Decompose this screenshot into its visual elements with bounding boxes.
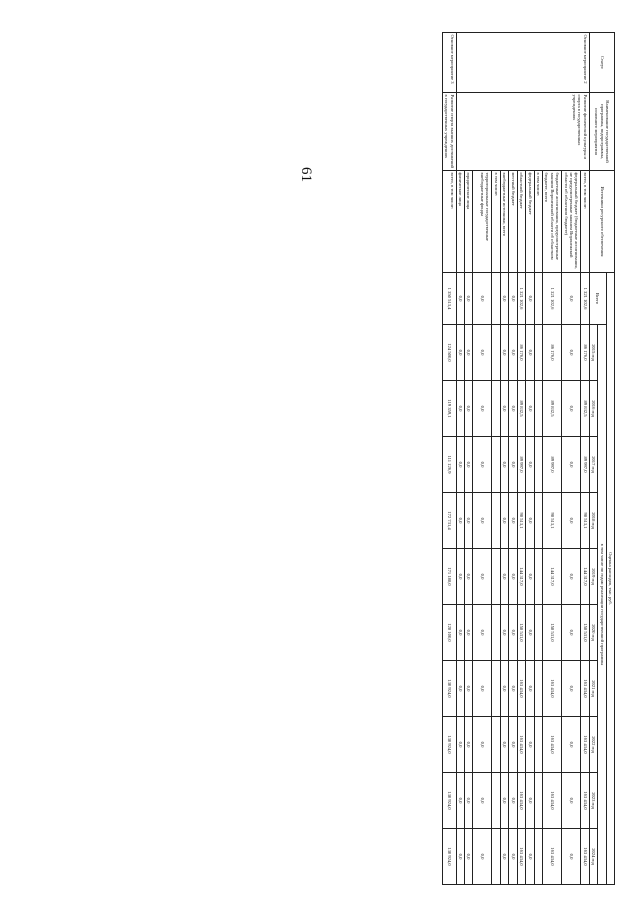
year-value-cell: 89 997,0 [542, 437, 561, 493]
year-value-cell: 0,0 [465, 381, 473, 437]
year-value-cell: 0,0 [526, 381, 534, 437]
year-value-cell [534, 605, 542, 661]
year-value-cell: 98 513,1 [542, 493, 561, 549]
header-sources: Источники ресурсного обеспечения [589, 171, 614, 273]
table-body [442, 33, 589, 885]
year-value-cell: 0,0 [509, 661, 517, 717]
source-cell: внебюджетные источники, всего [500, 171, 508, 273]
total-cell [534, 273, 542, 325]
year-value-cell [492, 605, 500, 661]
year-value-cell: 158 531,0 [542, 605, 561, 661]
header-year: 2023 год [589, 773, 597, 829]
year-value-cell: 0,0 [465, 605, 473, 661]
header-year: 2020 год [589, 605, 597, 661]
year-value-cell: 0,0 [526, 661, 534, 717]
year-value-cell: 0,0 [509, 605, 517, 661]
year-value-cell: 0,0 [500, 605, 508, 661]
header-year: 2018 год [589, 493, 597, 549]
year-value-cell: 124 500,0 [442, 325, 456, 381]
year-value-cell: 0,0 [500, 437, 508, 493]
year-value-cell: 0,0 [456, 493, 464, 549]
year-value-cell [492, 437, 500, 493]
year-value-cell: 0,0 [562, 493, 581, 549]
year-value-cell: 0,0 [509, 325, 517, 381]
year-value-cell: 130 924,0 [442, 661, 456, 717]
year-value-cell: 163 434,0 [581, 773, 589, 829]
year-value-cell [534, 381, 542, 437]
year-value-cell: 163 434,0 [581, 661, 589, 717]
year-value-cell: 0,0 [526, 549, 534, 605]
year-value-cell: 0,0 [473, 549, 492, 605]
year-value-cell: 0,0 [526, 437, 534, 493]
table-row [442, 33, 456, 885]
year-value-cell: 0,0 [465, 661, 473, 717]
source-cell: в том числе: [492, 171, 500, 273]
year-value-cell: 130 924,0 [442, 773, 456, 829]
source-cell: всего, в том числе: [442, 171, 456, 273]
year-value-cell [492, 661, 500, 717]
total-cell [492, 273, 500, 325]
header-name: Наименование государственной программы, подпрограммы, основного мероприятия [589, 93, 614, 171]
year-value-cell: 0,0 [473, 773, 492, 829]
total-cell: 1 321 102,6 [581, 273, 589, 325]
year-value-cell: 0,0 [509, 549, 517, 605]
year-value-cell: 163 434,0 [542, 661, 561, 717]
header-by-year: в том числе по годам реализации государственной программы [598, 325, 606, 885]
year-value-cell: 89 832,5 [542, 381, 561, 437]
header-estimate: Оценка расходов, тыс. руб. [606, 273, 614, 885]
year-value-cell: 0,0 [456, 325, 464, 381]
year-value-cell: 0,0 [526, 605, 534, 661]
total-cell: 0,0 [465, 273, 473, 325]
year-value-cell: 163 434,0 [581, 829, 589, 885]
year-value-cell: 0,0 [526, 717, 534, 773]
year-value-cell: 171 188,0 [442, 549, 456, 605]
year-value-cell: 144 317,0 [542, 549, 561, 605]
year-value-cell: 163 434,0 [542, 773, 561, 829]
total-cell: 0,0 [473, 273, 492, 325]
year-value-cell: 128 100,0 [442, 605, 456, 661]
year-value-cell [534, 773, 542, 829]
year-value-cell: 0,0 [509, 493, 517, 549]
measure-name-cell: Развитие физической культуры и спорта в государственных учреждениях [456, 93, 589, 171]
year-value-cell: 0,0 [500, 717, 508, 773]
year-value-cell: 0,0 [456, 437, 464, 493]
year-value-cell: 0,0 [562, 717, 581, 773]
year-value-cell: 98 513,1 [581, 493, 589, 549]
source-cell: федеральный бюджет (бюджетные ассигнования, не предусмотренные законом Воронежской области об областном бюджете) [562, 171, 581, 273]
year-value-cell: 144 317,0 [581, 549, 589, 605]
year-value-cell: 163 434,0 [517, 829, 525, 885]
year-value-cell: 0,0 [500, 773, 508, 829]
total-cell: 0,0 [526, 273, 534, 325]
source-cell: в том числе: [534, 171, 542, 273]
year-value-cell: 0,0 [562, 661, 581, 717]
header-year: 2022 год [589, 717, 597, 773]
year-value-cell: 0,0 [456, 605, 464, 661]
year-value-cell: 86 176,0 [581, 325, 589, 381]
year-value-cell: 0,0 [456, 549, 464, 605]
year-value-cell: 0,0 [465, 773, 473, 829]
total-cell: 0,0 [456, 273, 464, 325]
year-value-cell: 0,0 [562, 325, 581, 381]
year-value-cell: 0,0 [500, 325, 508, 381]
year-value-cell: 0,0 [456, 829, 464, 885]
total-cell: 1 321 102,6 [542, 273, 561, 325]
year-value-cell: 0,0 [473, 717, 492, 773]
total-cell: 0,0 [500, 273, 508, 325]
year-value-cell: 0,0 [500, 829, 508, 885]
year-value-cell [492, 325, 500, 381]
year-value-cell [492, 381, 500, 437]
year-value-cell: 89 832,5 [581, 381, 589, 437]
header-year: 2015 год [589, 325, 597, 381]
year-value-cell [492, 549, 500, 605]
source-cell: территориальные государственные внебюджетные фонды [473, 171, 492, 273]
year-value-cell: 163 434,0 [517, 717, 525, 773]
year-value-cell [534, 493, 542, 549]
year-value-cell: 0,0 [456, 773, 464, 829]
header-year: 2024 год [589, 829, 597, 885]
year-value-cell: 0,0 [473, 325, 492, 381]
year-value-cell: 163 434,0 [542, 829, 561, 885]
year-value-cell: 0,0 [562, 829, 581, 885]
year-value-cell: 0,0 [562, 381, 581, 437]
year-value-cell: 0,0 [509, 437, 517, 493]
status-cell: Основное мероприятие 2 [456, 33, 589, 93]
year-value-cell: 130 924,0 [442, 717, 456, 773]
year-value-cell [534, 325, 542, 381]
table-header [589, 33, 614, 885]
year-value-cell [534, 717, 542, 773]
year-value-cell: 0,0 [456, 717, 464, 773]
year-value-cell: 0,0 [500, 493, 508, 549]
year-value-cell: 89 832,5 [517, 381, 525, 437]
year-value-cell [534, 549, 542, 605]
header-year: 2019 год [589, 549, 597, 605]
year-value-cell: 111 126,9 [442, 437, 456, 493]
source-cell: бюджетные ассигнования, предусмотренные законом Воронежской области об областном бюджете, всего [542, 171, 561, 273]
table-row [581, 33, 589, 885]
year-value-cell: 0,0 [465, 717, 473, 773]
year-value-cell: 0,0 [473, 605, 492, 661]
year-value-cell: 0,0 [456, 381, 464, 437]
measure-name-cell: Развитие спорта высших достижений в государственных учреждениях [442, 93, 456, 171]
source-cell: юридические лица [465, 171, 473, 273]
total-cell: 0,0 [562, 273, 581, 325]
year-value-cell [492, 773, 500, 829]
page-number: 61 [298, 167, 314, 182]
status-cell: Основное мероприятие 3 [442, 33, 456, 93]
year-value-cell: 163 434,0 [581, 717, 589, 773]
year-value-cell: 0,0 [526, 325, 534, 381]
year-value-cell: 0,0 [526, 773, 534, 829]
header-year: 2016 год [589, 381, 597, 437]
total-cell: 0,0 [509, 273, 517, 325]
year-value-cell: 0,0 [509, 717, 517, 773]
source-cell: физические лица [456, 171, 464, 273]
year-value-cell: 0,0 [473, 829, 492, 885]
year-value-cell [492, 717, 500, 773]
year-value-cell: 144 317,0 [517, 549, 525, 605]
source-cell: областной бюджет [517, 171, 525, 273]
year-value-cell [534, 661, 542, 717]
year-value-cell: 0,0 [562, 549, 581, 605]
year-value-cell: 0,0 [500, 381, 508, 437]
year-value-cell: 172 731,4 [442, 493, 456, 549]
year-value-cell: 163 434,0 [517, 773, 525, 829]
year-value-cell: 163 434,0 [542, 717, 561, 773]
total-cell: 1 350 513,4 [442, 273, 456, 325]
source-cell: всего, в том числе: [581, 171, 589, 273]
header-total: Всего [589, 273, 606, 325]
rotated-table-wrapper [115, 32, 615, 884]
year-value-cell [534, 437, 542, 493]
year-value-cell: 89 997,0 [517, 437, 525, 493]
year-value-cell: 86 176,0 [517, 325, 525, 381]
year-value-cell: 119 359,1 [442, 381, 456, 437]
header-year: 2017 год [589, 437, 597, 493]
year-value-cell: 0,0 [473, 661, 492, 717]
year-value-cell: 0,0 [465, 829, 473, 885]
year-value-cell: 0,0 [465, 325, 473, 381]
year-value-cell: 0,0 [526, 493, 534, 549]
year-value-cell: 89 997,0 [581, 437, 589, 493]
source-cell: местный бюджет [509, 171, 517, 273]
year-value-cell: 163 434,0 [517, 661, 525, 717]
year-value-cell: 0,0 [526, 829, 534, 885]
year-value-cell: 0,0 [465, 437, 473, 493]
year-value-cell: 0,0 [509, 829, 517, 885]
year-value-cell: 158 531,0 [517, 605, 525, 661]
year-value-cell [492, 493, 500, 549]
year-value-cell: 0,0 [465, 549, 473, 605]
year-value-cell: 0,0 [562, 773, 581, 829]
year-value-cell [534, 829, 542, 885]
year-value-cell: 158 531,0 [581, 605, 589, 661]
year-value-cell: 0,0 [473, 437, 492, 493]
header-status: Статус [589, 33, 614, 93]
year-value-cell: 0,0 [473, 493, 492, 549]
year-value-cell: 0,0 [562, 437, 581, 493]
source-cell: федеральный бюджет [526, 171, 534, 273]
year-value-cell: 98 513,1 [517, 493, 525, 549]
year-value-cell: 0,0 [509, 773, 517, 829]
year-value-cell: 86 176,0 [542, 325, 561, 381]
year-value-cell: 0,0 [465, 493, 473, 549]
year-value-cell: 0,0 [509, 381, 517, 437]
year-value-cell: 0,0 [500, 549, 508, 605]
budget-table [442, 32, 615, 885]
total-cell: 1 321 102,6 [517, 273, 525, 325]
year-value-cell: 130 924,0 [442, 829, 456, 885]
year-value-cell [492, 829, 500, 885]
header-year: 2021 год [589, 661, 597, 717]
year-value-cell: 0,0 [562, 605, 581, 661]
year-value-cell: 0,0 [456, 661, 464, 717]
year-value-cell: 0,0 [473, 381, 492, 437]
year-value-cell: 0,0 [500, 661, 508, 717]
